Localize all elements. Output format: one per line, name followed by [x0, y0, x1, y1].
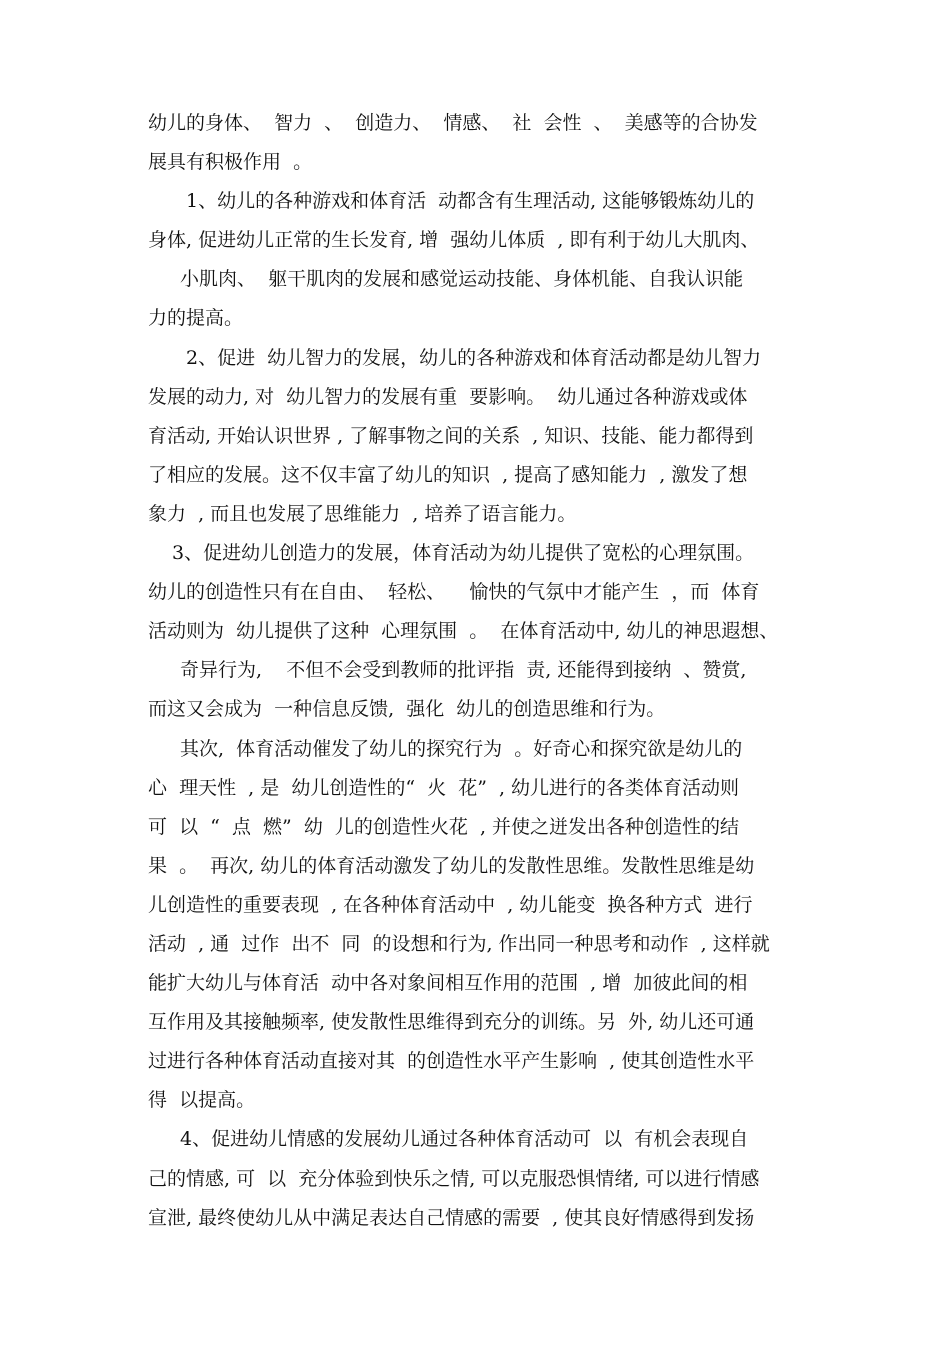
- text-line: 育活动, 开始认识世界 , 了解事物之间的关系 , 知识、技能、能力都得到: [148, 424, 754, 447]
- text-line: 身体, 促进幼儿正常的生长发育, 增 强幼儿体质 , 即有利于幼儿大肌肉、: [148, 229, 760, 252]
- text-line: 能扩大幼儿与体育活 动中各对象间相互作用的范围 , 增 加彼此间的相: [148, 972, 748, 995]
- text-line: 了相应的发展。这不仅丰富了幼儿的知识 , 提高了感知能力 , 激发了想: [148, 463, 748, 486]
- text-line: 小肌肉、 躯干肌肉的发展和感觉运动技能、身体机能、自我认识能: [180, 268, 744, 291]
- text-line: 而这又会成为 一种信息反馈, 强化 幼儿的创造思维和行为。: [148, 698, 666, 721]
- text-line: 过进行各种体育活动直接对其 的创造性水平产生影响 , 使其创造性水平: [148, 1050, 755, 1073]
- text-line: 幼儿的身体、 智力 、 创造力、 情感、 社 会性 、 美感等的合协发: [148, 112, 758, 134]
- text-line: 互作用及其接触频率, 使发散性思维得到充分的训练。另 外, 幼儿还可通: [148, 1011, 755, 1034]
- text-line: 其次, 体育活动催发了幼儿的探究行为 。好奇心和探究欲是幼儿的: [180, 737, 743, 760]
- text-line: 4、促进幼儿情感的发展幼儿通过各种体育活动可 以 有机会表现自: [180, 1128, 749, 1151]
- text-line: 展具有积极作用 。: [148, 151, 313, 174]
- text-line: 幼儿的创造性只有在自由、 轻松、 愉快的气氛中才能产生 ，而 体育: [148, 581, 760, 604]
- text-line: 3、促进幼儿创造力的发展，体育活动为幼儿提供了宽松的心理氛围。: [172, 542, 755, 565]
- text-line: 2、促进 幼儿智力的发展，幼儿的各种游戏和体育活动都是幼儿智力: [186, 346, 762, 369]
- document-body: [148, 104, 810, 1238]
- text-line: 奇异行为, 不但不会受到教师的批评指 责, 还能得到接纳 、赞赏,: [180, 659, 747, 682]
- text-line: 儿创造性的重要表现 , 在各种体育活动中 , 幼儿能变 换各种方式 进行: [148, 893, 753, 916]
- text-line: 发展的动力, 对 幼儿智力的发展有重 要影响。 幼儿通过各种游戏或体: [148, 385, 748, 408]
- text-line: 1、幼儿的各种游戏和体育活 动都含有生理活动, 这能够锻炼幼儿的: [186, 190, 755, 213]
- text-line: 活动 , 通 过作 出不 同 的设想和行为, 作出同一种思考和动作 , 这样就: [148, 932, 770, 955]
- text-line: 己的情感, 可 以 充分体验到快乐之情, 可以克服恐惧情绪, 可以进行情感: [148, 1167, 760, 1190]
- text-line: 得 以提高。: [148, 1089, 256, 1112]
- text-line: 宣泄, 最终使幼儿从中满足表达自己情感的需要 , 使其良好情感得到发扬: [148, 1206, 755, 1229]
- text-line: 力的提高。: [148, 307, 244, 330]
- text-line: 活动则为 幼儿提供了这种 心理氛围 。 在体育活动中, 幼儿的神思遐想、: [148, 620, 779, 643]
- text-line: 果 。 再次, 幼儿的体育活动激发了幼儿的发散性思维。发散性思维是幼: [148, 854, 755, 877]
- text-line: 心 理天性 , 是 幼儿创造性的“ 火 花” , 幼儿进行的各类体育活动则: [148, 776, 740, 799]
- text-line: 可 以 “ 点 燃” 幼 儿的创造性火花 , 并使之迸发出各种创造性的结: [148, 815, 740, 838]
- text-line: 象力 , 而且也发展了思维能力 , 培养了语言能力。: [148, 502, 577, 525]
